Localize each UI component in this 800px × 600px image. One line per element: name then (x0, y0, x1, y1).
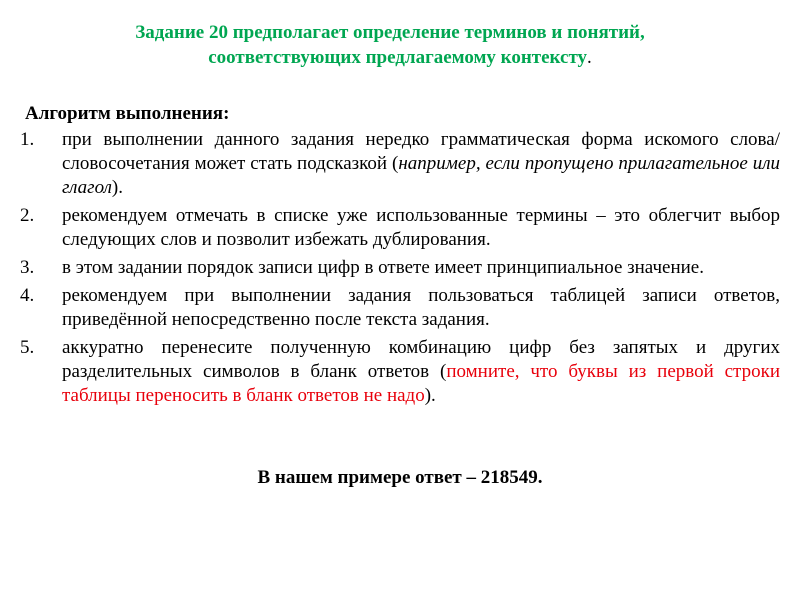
step-text (62, 336, 780, 408)
title-line-2 (70, 45, 710, 70)
algorithm-steps-list (20, 128, 780, 412)
step-item-2 (20, 204, 780, 252)
step-item-1 (20, 128, 780, 200)
title-period: . (587, 47, 592, 68)
step-text (62, 128, 780, 200)
step-item-3 (20, 256, 780, 280)
step-warning-red: помните, что буквы из первой строки таблицы переносить в бланк ответов не надо (62, 361, 780, 406)
slide-title (70, 20, 710, 70)
step-item-5 (20, 336, 780, 408)
title-line-2-text: соответствующих предлагаемому контексту (208, 47, 588, 68)
title-line-1: Задание 20 предполагает определение терминов и понятий, (135, 22, 645, 43)
step-number: 3. (20, 257, 35, 278)
step-text: рекомендуем при выполнении задания пользоваться таблицей записи ответов, приведённой непосредственно после текста задания. (62, 285, 780, 330)
step-number: 2. (20, 205, 35, 226)
step-text-after: ). (424, 385, 436, 406)
step-example-italic: например, если пропущено прилагательное или глагол (62, 153, 780, 198)
step-text-after: ). (111, 177, 123, 198)
step-number: 1. (20, 129, 35, 150)
answer-line: В нашем примере ответ – 218549. (257, 467, 543, 488)
step-number: 5. (20, 337, 35, 358)
algorithm-heading: Алгоритм выполнения: (25, 103, 230, 124)
step-number: 4. (20, 285, 35, 306)
step-item-4 (20, 284, 780, 332)
step-text-before: аккуратно перенесите полученную комбинацию цифр без запятых и других разделительных символов в бланк ответов ( (62, 337, 780, 382)
step-text-before: при выполнении данного задания нередко грамматическая форма искомого слова/словосочетания может стать подсказкой ( (62, 129, 780, 174)
step-text: рекомендуем отмечать в списке уже использованные термины – это облегчит выбор следующих слов и позволит избежать дублирования. (62, 205, 780, 250)
step-text: в этом задании порядок записи цифр в ответе имеет принципиальное значение. (62, 257, 704, 278)
